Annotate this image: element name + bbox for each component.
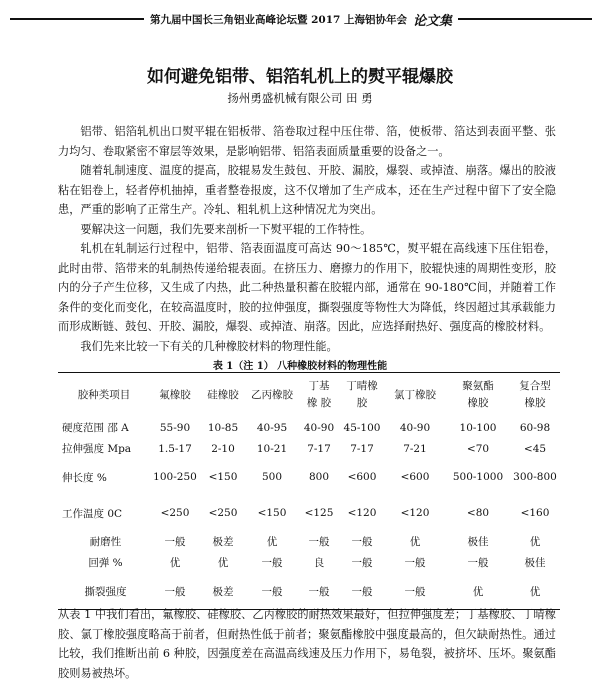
- table-row-temperature: [58, 495, 560, 531]
- table-cell: 优: [472, 585, 484, 598]
- table-cell: 7-21: [403, 442, 427, 455]
- table-cell: 40-90: [399, 421, 431, 434]
- header-label-line2: 橡 胶: [306, 397, 332, 409]
- paragraph-1: 铝带、铝箔轧机出口熨平辊在铝板带、箔卷取过程中压住带、箔，使板带、箔达到表面平整、张力均匀、卷取紧密不窜层等效果，是影响铝带、铝箔表面质量重要的设备之一。: [58, 125, 556, 158]
- table-cell: 一般: [351, 585, 373, 598]
- table-cell: 500: [261, 471, 283, 483]
- table-cell: 优: [409, 536, 421, 548]
- table-cell: 优: [529, 536, 541, 548]
- table-cell: 500-1000: [452, 471, 504, 483]
- table-cell: 一般: [164, 536, 186, 548]
- header-label-line2: 橡胶: [467, 397, 489, 409]
- collection-name: 论文集: [413, 13, 453, 29]
- table-row-rebound: [58, 552, 560, 573]
- body-text: [58, 122, 556, 356]
- paragraph-4: 轧机在轧制运行过程中，铝带、箔表面温度可高达 90～185℃，熨平辊在高线速下压住铝卷，此时由带、箔带来的轧制热传递给辊表面。在挤压力、磨擦力的作用下，胶辊快速的周期性变形，胶内的分子产生位移，又生成了内热，此二种热量积蓄在胶辊内部，通常在 90-180℃间，并随着工作条件的变化而变化，在较高温度时，胶的拉伸强度，撕裂强度等物性大为降低，终因超过其承载能力而形成断链、鼓包、开胶、漏胶，爆裂、或掉渣、崩落。因此，应选择耐热好、强度高的橡胶材料。: [58, 242, 556, 333]
- header-cell: [510, 373, 560, 418]
- table-cell: 2-10: [211, 442, 235, 455]
- table-cell: 7-17: [350, 442, 374, 455]
- header-cell: [58, 373, 150, 418]
- paragraph-after-table: 从表 1 中我们看出，氟橡胶、硅橡胶、乙丙橡胶的耐热效果最好，但拉伸强度差；丁基橡胶、丁晴橡胶、氯丁橡胶强度略高于前者，但耐热性低于前者；聚氨酯橡胶中强度最高的，但欠缺耐热性。通过比较，我们推断出前 6 种胶，因强度差在高温高线速及压力作用下，易龟裂，被挤坏、压坏。聚氨酯胶则易被热坏。: [58, 608, 556, 680]
- table-cell: <120: [347, 507, 377, 519]
- table-cell: 60-98: [519, 421, 551, 434]
- table-cell: <150: [208, 471, 238, 483]
- table-cell: 10-21: [256, 442, 288, 455]
- table-cell: 一般: [261, 585, 283, 598]
- table-cell: 优: [217, 557, 229, 569]
- table-cell: 800: [308, 471, 330, 483]
- table-cell: <120: [400, 507, 430, 519]
- table-cell: 40-95: [256, 421, 288, 434]
- header-label: 丁晴橡: [346, 380, 378, 392]
- rubber-properties-table: [58, 372, 560, 610]
- header-cell: [200, 373, 246, 418]
- table-header-row: [58, 373, 560, 418]
- table-cell: 一般: [351, 536, 373, 548]
- table-cell: <600: [400, 471, 430, 483]
- table-cell: 极佳: [467, 536, 489, 548]
- header-cell: [246, 373, 298, 418]
- table-cell: 一般: [164, 585, 186, 598]
- header-label: 氯丁橡胶: [394, 388, 436, 401]
- table-cell: <45: [523, 442, 547, 455]
- conclusion-text: [58, 605, 556, 683]
- table-cell: 极差: [212, 585, 234, 598]
- table-cell: 7-17: [307, 442, 331, 455]
- table-cell: 优: [266, 536, 278, 548]
- header-label: 硅橡胶: [207, 388, 239, 401]
- header-cell: [340, 373, 384, 418]
- row-label: 回弹 %: [88, 557, 123, 569]
- table-cell: 一般: [467, 557, 489, 569]
- paragraph-3: 要解决这一问题，我们先要来剖析一下熨平辊的工作特性。: [80, 222, 372, 236]
- table-cell: <70: [466, 442, 490, 455]
- table-cell: 55-90: [159, 421, 191, 434]
- table-row-wear: [58, 531, 560, 552]
- author-affiliation: 扬州勇盛机械有限公司 田 勇: [227, 91, 373, 105]
- header-rule-left: [10, 18, 144, 20]
- table-cell: <125: [304, 507, 334, 519]
- header-cell: [150, 373, 200, 418]
- table-cell: 极差: [212, 536, 234, 548]
- table-cell: <160: [520, 507, 550, 519]
- header-cell: [446, 373, 510, 418]
- table-cell: 一般: [404, 585, 426, 598]
- table-cell: 一般: [351, 557, 373, 569]
- header-label: 聚氨酯: [462, 380, 494, 392]
- row-label: 伸长度 %: [62, 471, 107, 484]
- table-cell: 一般: [404, 557, 426, 569]
- table-cell: 300-800: [513, 471, 557, 483]
- table-row-tensile: [58, 438, 560, 459]
- table-cell: <600: [347, 471, 377, 483]
- row-label: 硬度范围 邵 A: [62, 422, 129, 434]
- header-label: 乙丙橡胶: [251, 388, 293, 401]
- paragraph-5: 我们先来比较一下有关的几种橡胶材料的物理性能。: [80, 339, 338, 353]
- header-label: 复合型: [519, 380, 551, 392]
- header-label-line2: 胶: [356, 397, 368, 409]
- table-row-hardness: [58, 417, 560, 438]
- header-cell: [384, 373, 446, 418]
- table-cell: <80: [466, 507, 490, 519]
- table-cell: 极佳: [524, 557, 546, 569]
- header-cell: [298, 373, 340, 418]
- table-cell: 一般: [308, 536, 330, 548]
- conference-name: 第九届中国长三角铝业高峰论坛暨 2017 上海铝协年会: [149, 13, 408, 26]
- header-label: 氟橡胶: [159, 388, 191, 401]
- table-cell: <150: [257, 507, 287, 519]
- running-header: [10, 8, 592, 30]
- row-label: 撕裂强度: [84, 585, 127, 598]
- header-label-line2: 橡胶: [524, 397, 546, 409]
- paper-title: 如何避免铝带、铝箔轧机上的熨平辊爆胶: [147, 67, 453, 87]
- table-cell: 一般: [261, 557, 283, 569]
- header-rule-right: [458, 18, 592, 20]
- table-cell: 100-250: [153, 471, 197, 483]
- table-caption: 表 1（注 1） 八种橡胶材料的物理性能: [212, 361, 388, 372]
- table-cell: 10-85: [207, 421, 239, 434]
- table-cell: 一般: [308, 585, 330, 598]
- header-label: 胶种类项目: [77, 388, 131, 401]
- table-cell: 45-100: [343, 421, 381, 434]
- table-cell: <250: [208, 507, 238, 519]
- table-cell: 10-100: [459, 421, 497, 434]
- row-label: 工作温度 0C: [62, 507, 123, 520]
- row-label: 耐磨性: [89, 536, 122, 548]
- row-label: 拉伸强度 Mpa: [62, 443, 132, 455]
- header-label: 丁基: [308, 380, 330, 392]
- table-cell: 优: [169, 557, 181, 569]
- table-cell: 良: [313, 557, 325, 569]
- table-cell: 1.5-17: [158, 442, 192, 455]
- table-cell: <250: [160, 507, 190, 519]
- paragraph-2: 随着轧制速度、温度的提高，胶辊易发生鼓包、开胶、漏胶，爆裂、或掉渣、崩落。爆出的胶液粘在铝卷上，轻者停机抽掉，重者整卷报废，这不仅增加了生产成本，还在生产过程中留下了安全隐患，严重的影响了正常生产。冷轧、粗轧机上这种情况尤为突出。: [58, 164, 556, 216]
- table-cell: 40-90: [303, 421, 335, 434]
- table-row-elongation: [58, 459, 560, 495]
- table-cell: 优: [529, 585, 541, 598]
